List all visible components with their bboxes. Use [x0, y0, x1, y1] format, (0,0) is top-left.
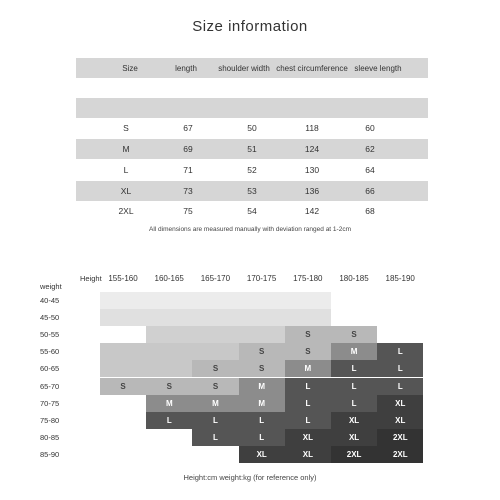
weight-label: weight: [40, 282, 62, 291]
cell-size: M: [122, 144, 130, 154]
cell-sleeve: 68: [365, 206, 375, 216]
weight-row-label: 70-75: [40, 398, 60, 408]
header-size: Size: [122, 63, 138, 73]
weight-row-label: 85-90: [40, 449, 60, 459]
cell-sleeve: 60: [365, 123, 375, 133]
size-cell: S: [331, 326, 377, 343]
cell-size: XL: [120, 186, 132, 196]
cell-size: L: [123, 165, 129, 175]
size-cell: S: [192, 360, 238, 377]
header-length: length: [175, 63, 197, 73]
size-cell: XL: [285, 429, 331, 446]
size-cell: L: [239, 412, 285, 429]
size-cell: L: [331, 395, 377, 412]
table-row: [76, 118, 428, 138]
size-cell: XL: [377, 395, 423, 412]
height-header: 180-185: [339, 274, 369, 283]
size-cell: XL: [239, 446, 285, 463]
grid-background-band: [100, 343, 239, 360]
size-cell: S: [285, 343, 331, 360]
cell-sleeve: 64: [365, 165, 375, 175]
size-cell: L: [377, 378, 423, 395]
cell-length: 73: [183, 186, 193, 196]
size-cell: S: [239, 343, 285, 360]
cell-chest: 142: [304, 206, 320, 216]
weight-row-label: 65-70: [40, 381, 60, 391]
header-shoulder-width: shoulder width: [218, 63, 270, 73]
guide-footnote: Height:cm weight:kg (for reference only): [183, 473, 317, 482]
height-label: Height: [80, 274, 102, 283]
cell-size: S: [123, 123, 129, 133]
cell-shoulder: 51: [247, 144, 257, 154]
size-cell: XL: [377, 412, 423, 429]
size-cell: L: [377, 360, 423, 377]
size-cell: XL: [331, 429, 377, 446]
weight-row-label: 40-45: [40, 296, 60, 305]
cell-chest: 130: [304, 165, 320, 175]
size-cell: L: [285, 378, 331, 395]
height-header: 155-160: [108, 274, 138, 283]
weight-row-label: 60-65: [40, 364, 60, 374]
height-header: 170-175: [246, 274, 277, 283]
size-cell: S: [100, 378, 146, 395]
cell-length: 69: [183, 144, 193, 154]
grid-background-band: [100, 292, 331, 309]
size-cell: M: [285, 360, 331, 377]
size-cell: S: [239, 360, 285, 377]
size-cell: XL: [285, 446, 331, 463]
size-cell: M: [146, 395, 192, 412]
header-sleeve-length: sleeve length: [354, 63, 402, 73]
size-cell: 2XL: [331, 446, 377, 463]
size-cell: 2XL: [377, 446, 423, 463]
size-cell: XL: [331, 412, 377, 429]
size-cell: L: [331, 360, 377, 377]
weight-row-label: 50-55: [40, 330, 60, 340]
size-cell: M: [331, 343, 377, 360]
size-cell: L: [146, 412, 192, 429]
size-cell: 2XL: [377, 429, 423, 446]
size-cell: M: [239, 395, 285, 412]
cell-shoulder: 52: [247, 165, 257, 175]
cell-length: 71: [183, 165, 193, 175]
cell-shoulder: 53: [247, 186, 257, 196]
size-cell: S: [192, 378, 238, 395]
size-cell: L: [331, 378, 377, 395]
table-spacer: [76, 98, 428, 118]
grid-background-band: [146, 326, 285, 343]
cell-chest: 136: [304, 186, 320, 196]
size-cell: S: [146, 378, 192, 395]
cell-length: 75: [183, 206, 193, 216]
size-cell: M: [239, 378, 285, 395]
measurement-note: All dimensions are measured manually with deviation ranged at 1-2cm: [149, 226, 351, 233]
cell-shoulder: 50: [247, 123, 257, 133]
size-cell: S: [285, 326, 331, 343]
size-cell: L: [377, 343, 423, 360]
table-header: [76, 58, 428, 78]
cell-shoulder: 54: [247, 206, 257, 216]
height-header: 175-180: [293, 274, 323, 283]
weight-row-label: 80-85: [40, 432, 60, 442]
page-title: Size information: [192, 18, 308, 35]
weight-row-label: 55-60: [40, 347, 60, 357]
size-cell: L: [285, 395, 331, 412]
weight-row-label: 45-50: [40, 313, 60, 323]
size-cell: M: [192, 395, 238, 412]
cell-sleeve: 66: [365, 186, 375, 196]
cell-length: 67: [183, 123, 193, 133]
cell-chest: 124: [304, 144, 320, 154]
table-row: [76, 139, 428, 159]
size-cell: L: [285, 412, 331, 429]
grid-background-band: [100, 309, 331, 326]
table-row: [76, 181, 428, 201]
table-row: [76, 201, 428, 221]
cell-size: 2XL: [118, 206, 134, 216]
size-cell: L: [192, 412, 238, 429]
height-header: 165-170: [200, 274, 231, 283]
height-header: 160-165: [154, 274, 184, 283]
table-row: [76, 160, 428, 180]
height-header: 185-190: [385, 274, 415, 283]
cell-sleeve: 62: [365, 144, 375, 154]
size-cell: L: [239, 429, 285, 446]
header-chest-circumference: chest circumference: [276, 63, 348, 73]
cell-chest: 118: [305, 123, 319, 133]
size-cell: L: [192, 429, 238, 446]
weight-row-label: 75-80: [40, 415, 60, 425]
grid-background-band: [100, 360, 192, 377]
